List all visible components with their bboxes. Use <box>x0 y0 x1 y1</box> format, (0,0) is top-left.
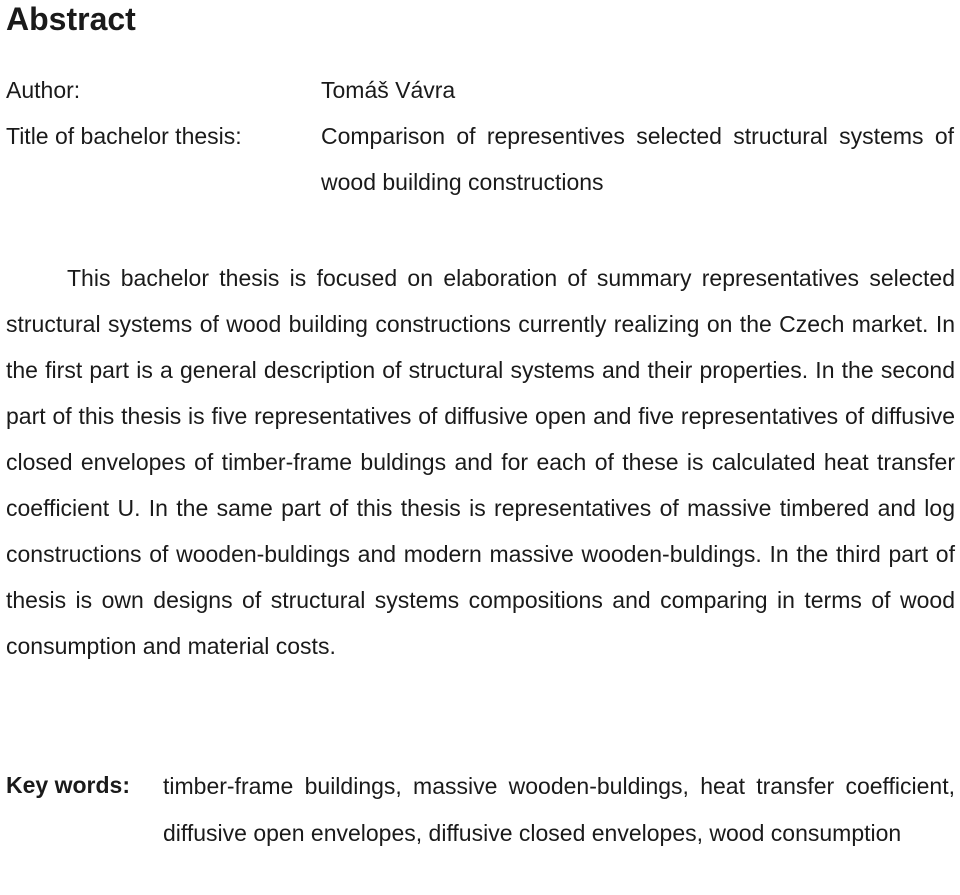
author-value: Tomáš Vávra <box>321 77 456 103</box>
thesis-title-label: Title of bachelor thesis: <box>6 123 242 149</box>
author-label: Author: <box>6 77 81 103</box>
keywords-text: timber-frame buildings, massive wooden-buldings, heat transfer coefficient, diffusive open envelopes, diffusive closed envelopes, wood consumption <box>163 773 955 846</box>
keywords-label: Key words: <box>6 772 130 798</box>
thesis-title-value: Comparison of representives selected structural systems of wood building constructions <box>321 123 954 195</box>
page-title: Abstract <box>6 1 136 37</box>
abstract-paragraph: This bachelor thesis is focused on elaboration of summary representatives selected structural systems of wood building constructions currently realizing on the Czech market. In the first part is a general description of structural systems and their properties. In the second part of this thesis is five representatives of diffusive open and five representatives of diffusive closed envelopes of timber-frame buldings and for each of these is calculated heat transfer coefficient U. In the same part of this thesis is representatives of massive timbered and log constructions of wooden-buldings and modern massive wooden-buldings. In the third part of thesis is own designs of structural systems compositions and comparing in terms of wood consumption and material costs. <box>6 265 955 659</box>
